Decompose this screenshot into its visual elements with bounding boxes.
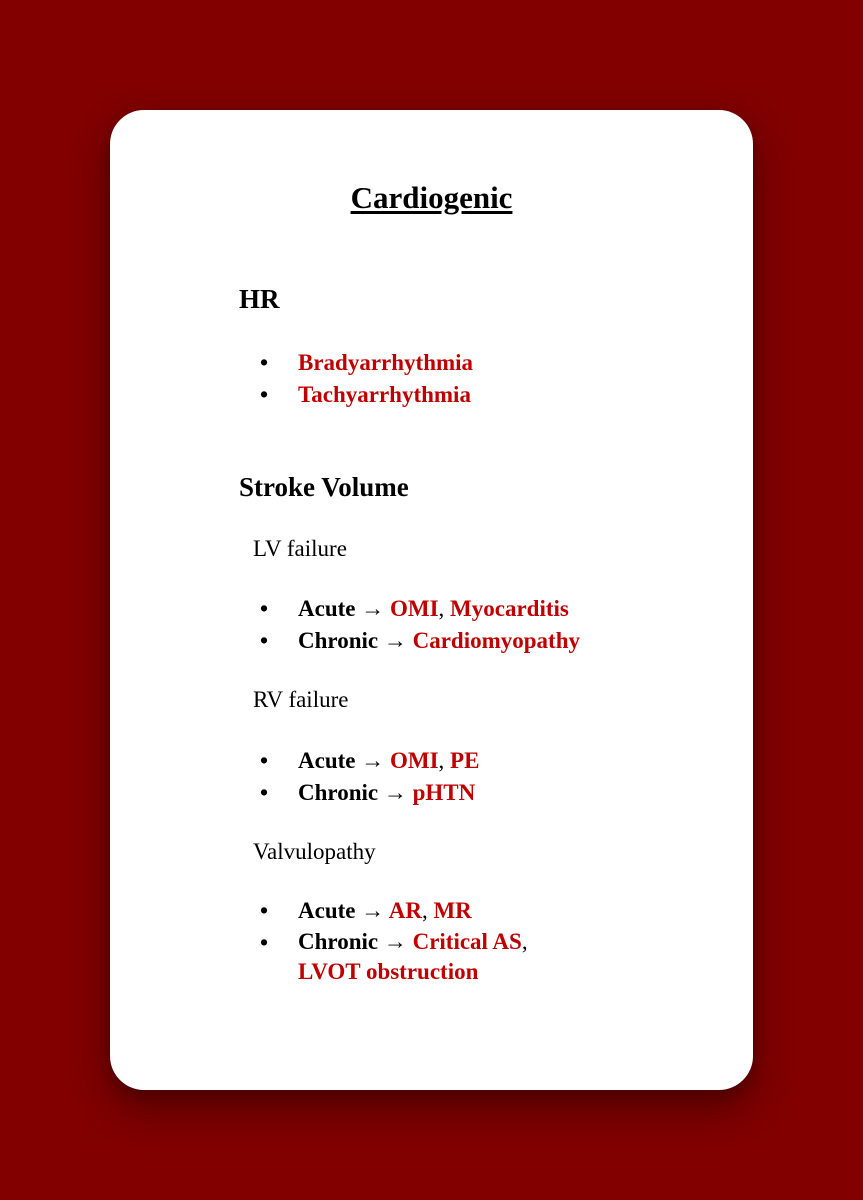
cause-omi: OMI <box>389 748 439 773</box>
cause-omi: OMI <box>389 596 439 621</box>
separator: , <box>521 929 528 954</box>
cause-tachyarrhythmia: Tachyarrhythmia <box>298 382 471 407</box>
separator: , <box>421 898 428 923</box>
list-item <box>260 593 580 625</box>
bullet-icon: • <box>260 382 269 407</box>
bullet-icon: • <box>260 930 269 955</box>
hr-list <box>260 347 473 411</box>
rv-list <box>260 745 479 809</box>
card-title: Cardiogenic <box>350 180 513 215</box>
section-heading-hr: HR <box>239 284 280 314</box>
cause-lvot-obstruction: LVOT obstruction <box>298 959 479 984</box>
cause-phtn: pHTN <box>412 780 476 805</box>
bullet-icon: • <box>260 780 269 805</box>
cause-cardiomyopathy: Cardiomyopathy <box>412 628 580 653</box>
list-item <box>260 927 528 987</box>
subheading-rv-failure: RV failure <box>253 687 349 712</box>
arrow-icon: → <box>361 596 385 621</box>
arrow-icon: → <box>383 929 407 954</box>
list-item <box>260 625 580 657</box>
onset-label: Chronic <box>298 780 379 805</box>
cause-pe: PE <box>450 748 480 773</box>
separator: , <box>438 748 445 773</box>
onset-label: Acute <box>298 596 356 621</box>
arrow-icon: → <box>383 780 407 805</box>
bullet-icon: • <box>260 748 269 773</box>
list-item <box>260 777 479 809</box>
lv-list <box>260 593 580 657</box>
bullet-icon: • <box>260 898 269 923</box>
bullet-icon: • <box>260 350 269 375</box>
valve-list <box>260 895 528 987</box>
onset-label: Acute <box>298 748 356 773</box>
cause-ar: AR <box>388 898 422 923</box>
cause-mr: MR <box>433 898 472 923</box>
subheading-lv-failure: LV failure <box>253 536 347 561</box>
cause-critical-as: Critical AS <box>412 929 522 954</box>
bullet-icon: • <box>260 596 269 621</box>
onset-label: Chronic <box>298 628 379 653</box>
bullet-icon: • <box>260 628 269 653</box>
onset-label: Acute <box>298 898 356 923</box>
list-item <box>260 895 528 927</box>
cause-myocarditis: Myocarditis <box>450 596 569 621</box>
separator: , <box>438 596 445 621</box>
list-item <box>260 745 479 777</box>
arrow-icon: → <box>361 748 385 773</box>
onset-label: Chronic <box>298 929 379 954</box>
section-heading-stroke-volume: Stroke Volume <box>239 472 409 502</box>
card <box>110 110 753 1090</box>
list-item <box>260 347 473 379</box>
cause-bradyarrhythmia: Bradyarrhythmia <box>298 350 474 375</box>
subheading-valvulopathy: Valvulopathy <box>253 839 376 864</box>
arrow-icon: → <box>361 898 385 923</box>
arrow-icon: → <box>383 628 407 653</box>
list-item <box>260 379 473 411</box>
